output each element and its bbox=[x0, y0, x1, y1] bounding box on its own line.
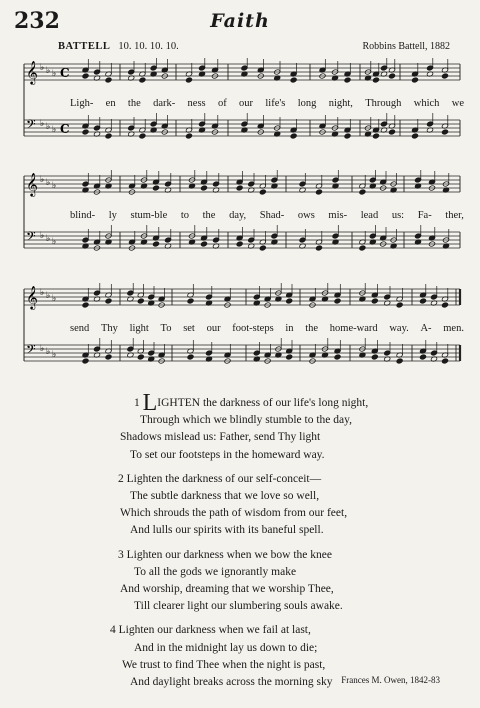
treble-clef-icon: 𝄞 bbox=[26, 60, 38, 84]
note-head bbox=[152, 241, 159, 247]
note-head bbox=[388, 73, 395, 79]
bass-clef-icon: 𝄢 bbox=[26, 117, 36, 135]
note-head bbox=[315, 189, 322, 195]
composer-credit: Robbins Battell, 1882 bbox=[362, 41, 450, 52]
lyric-syllable: set bbox=[183, 323, 195, 334]
lyric-syllable: life's bbox=[265, 98, 286, 109]
lyric-syllable: Ligh- bbox=[70, 98, 94, 109]
verse-text: Lighten our darkness when we fail at last, bbox=[118, 624, 311, 637]
lyric-syllable: of bbox=[217, 98, 227, 109]
lyric-syllable: ows bbox=[297, 210, 315, 221]
lyric-syllable: long bbox=[297, 98, 317, 109]
music-system-1 bbox=[0, 58, 480, 158]
lyric-syllable: our bbox=[206, 323, 221, 334]
verse-line: Shadows mislead us: Father, send Thy light bbox=[120, 431, 321, 444]
verse-first-line bbox=[0, 471, 480, 488]
bass-clef-icon: 𝄢 bbox=[26, 342, 36, 360]
verse-line: Which shrouds the path of wisdom from our feet, bbox=[120, 507, 348, 520]
verse-line: And worship, dreaming that we worship Thee, bbox=[120, 583, 334, 596]
time-signature: C bbox=[60, 66, 70, 80]
note-head bbox=[372, 133, 379, 139]
lyric-syllable: the bbox=[202, 210, 216, 221]
note-head bbox=[236, 241, 243, 247]
verse-text: IGHTEN the darkness of our life's long night, bbox=[157, 397, 369, 409]
drop-cap: L bbox=[142, 390, 158, 416]
flat-icon: ♭ bbox=[46, 178, 51, 188]
flat-icon: ♭ bbox=[40, 63, 45, 73]
verse-line: The subtle darkness that we love so well, bbox=[130, 490, 320, 503]
flat-icon: ♭ bbox=[40, 288, 45, 298]
verse-number: 3 bbox=[118, 548, 127, 561]
flat-icon: ♭ bbox=[46, 122, 51, 132]
note-head bbox=[396, 358, 403, 364]
lyric-syllable: way. bbox=[389, 323, 409, 334]
lyric-syllable: blind- bbox=[70, 210, 96, 221]
flat-icon: ♭ bbox=[40, 231, 45, 241]
flat-icon: ♭ bbox=[40, 344, 45, 354]
tune-info bbox=[58, 41, 179, 52]
bass-clef-icon: 𝄢 bbox=[26, 229, 36, 247]
lyric-line-3 bbox=[24, 323, 464, 334]
lyric-syllable: ness bbox=[187, 98, 206, 109]
hymn-header bbox=[58, 41, 450, 52]
tune-meter: 10. 10. 10. 10. bbox=[118, 41, 179, 52]
verse-line: And in the midnight lay us down to die; bbox=[134, 641, 318, 654]
note-head bbox=[105, 77, 112, 83]
note-head bbox=[388, 129, 395, 135]
lyric-syllable: men. bbox=[443, 323, 464, 334]
note-head bbox=[419, 354, 426, 360]
note-head bbox=[441, 129, 448, 135]
note-head bbox=[187, 354, 194, 360]
verse-line: And daylight breaks across the morning sky bbox=[130, 676, 333, 689]
flat-icon: ♭ bbox=[52, 125, 57, 135]
flat-icon: ♭ bbox=[46, 234, 51, 244]
verse-1 bbox=[0, 390, 480, 464]
note-head bbox=[286, 298, 293, 304]
lyric-syllable: mis- bbox=[328, 210, 348, 221]
hymn-title: Faith bbox=[210, 10, 270, 32]
note-head bbox=[344, 77, 351, 83]
lyric-syllable: home-ward bbox=[329, 323, 378, 334]
note-head bbox=[441, 358, 448, 364]
note-head bbox=[82, 73, 89, 79]
lyric-syllable: send bbox=[70, 323, 90, 334]
note-head bbox=[82, 302, 89, 308]
treble-clef-icon: 𝄞 bbox=[26, 285, 38, 309]
note-head bbox=[290, 77, 297, 83]
flat-icon: ♭ bbox=[46, 291, 51, 301]
note-head bbox=[187, 298, 194, 304]
note-head bbox=[259, 245, 266, 251]
lyric-syllable: A- bbox=[420, 323, 432, 334]
lyric-syllable: To bbox=[160, 323, 172, 334]
note-head bbox=[371, 354, 378, 360]
note-head bbox=[286, 354, 293, 360]
flat-icon: ♭ bbox=[46, 347, 51, 357]
note-head bbox=[137, 298, 144, 304]
note-head bbox=[344, 133, 351, 139]
note-head bbox=[411, 133, 418, 139]
lyric-syllable: light bbox=[129, 323, 149, 334]
lyric-syllable: day, bbox=[229, 210, 247, 221]
verse-first-line bbox=[0, 622, 480, 639]
note-head bbox=[152, 185, 159, 191]
note-head bbox=[372, 77, 379, 83]
note-head bbox=[185, 133, 192, 139]
note-head bbox=[236, 185, 243, 191]
lyric-syllable: Fa- bbox=[417, 210, 432, 221]
verse-text: Lighten our darkness when we bow the knee bbox=[126, 548, 332, 561]
note-head bbox=[315, 245, 322, 251]
note-head bbox=[334, 354, 341, 360]
note-head bbox=[105, 133, 112, 139]
lyric-syllable: Thy bbox=[100, 323, 118, 334]
flat-icon: ♭ bbox=[52, 237, 57, 247]
music-system-3 bbox=[0, 283, 480, 383]
lyric-syllable: our bbox=[239, 98, 254, 109]
note-head bbox=[200, 185, 207, 191]
lyric-syllable: in bbox=[285, 323, 294, 334]
lyric-syllable: us: bbox=[391, 210, 405, 221]
lyric-syllable: night, bbox=[328, 98, 353, 109]
lyric-syllable: Through bbox=[365, 98, 402, 109]
verse-first-line bbox=[0, 547, 480, 564]
note-head bbox=[441, 73, 448, 79]
verses bbox=[0, 390, 480, 698]
verse-number: 1 bbox=[134, 397, 143, 409]
flat-icon: ♭ bbox=[40, 119, 45, 129]
note-head bbox=[200, 241, 207, 247]
lyric-syllable: the bbox=[127, 98, 141, 109]
note-head bbox=[139, 133, 146, 139]
verse-first-line bbox=[0, 390, 480, 416]
note-head bbox=[185, 77, 192, 83]
flat-icon: ♭ bbox=[52, 69, 57, 79]
verse-line: To all the gods we ignorantly make bbox=[134, 565, 297, 578]
verse-number: 2 bbox=[118, 472, 127, 485]
treble-clef-icon: 𝄞 bbox=[26, 172, 38, 196]
flat-icon: ♭ bbox=[46, 66, 51, 76]
lyric-line-1 bbox=[24, 98, 464, 109]
lyric-syllable: dark- bbox=[153, 98, 176, 109]
flat-icon: ♭ bbox=[52, 181, 57, 191]
lyric-syllable: the bbox=[305, 323, 319, 334]
verse-line: To set our footsteps in the homeward way. bbox=[130, 448, 325, 461]
lyric-line-2 bbox=[24, 210, 464, 221]
verse-line: We trust to find Thee when the night is past, bbox=[122, 658, 326, 671]
page-number: 232 bbox=[14, 8, 60, 34]
note-head bbox=[105, 354, 112, 360]
verse-line: And lulls our spirits with its baneful spell. bbox=[130, 524, 324, 537]
note-head bbox=[359, 189, 366, 195]
lyric-syllable: en bbox=[105, 98, 116, 109]
note-head bbox=[137, 354, 144, 360]
verse-line: Through which we blindly stumble to the day, bbox=[140, 414, 352, 427]
lyric-syllable: stum-ble bbox=[130, 210, 168, 221]
note-head bbox=[82, 129, 89, 135]
note-head bbox=[259, 189, 266, 195]
note-head bbox=[441, 302, 448, 308]
verse-number: 4 bbox=[110, 624, 119, 637]
verse-line: Till clearer light our slumbering souls awake. bbox=[134, 600, 343, 613]
lyric-syllable: to bbox=[180, 210, 190, 221]
lyric-syllable: which bbox=[413, 98, 440, 109]
verse-2 bbox=[0, 471, 480, 540]
note-head bbox=[419, 298, 426, 304]
note-head bbox=[411, 77, 418, 83]
flat-icon: ♭ bbox=[40, 175, 45, 185]
verse-3 bbox=[0, 547, 480, 616]
note-head bbox=[290, 133, 297, 139]
flat-icon: ♭ bbox=[52, 294, 57, 304]
author-credit: Frances M. Owen, 1842-83 bbox=[341, 675, 440, 685]
note-head bbox=[334, 298, 341, 304]
note-head bbox=[82, 358, 89, 364]
verse-text: Lighten the darkness of our self-conceit— bbox=[126, 472, 322, 485]
lyric-syllable: ther, bbox=[445, 210, 464, 221]
note-head bbox=[139, 77, 146, 83]
note-head bbox=[396, 302, 403, 308]
flat-icon: ♭ bbox=[52, 350, 57, 360]
lyric-syllable: lead bbox=[360, 210, 379, 221]
time-signature: C bbox=[60, 122, 70, 136]
lyric-syllable: Shad- bbox=[259, 210, 285, 221]
note-head bbox=[105, 298, 112, 304]
note-head bbox=[371, 298, 378, 304]
note-head bbox=[359, 245, 366, 251]
music-system-2 bbox=[0, 170, 480, 270]
lyric-syllable: ly bbox=[108, 210, 117, 221]
lyric-syllable: foot-steps bbox=[232, 323, 274, 334]
lyric-syllable: we bbox=[451, 98, 464, 109]
tune-name: BATTELL bbox=[58, 41, 111, 52]
